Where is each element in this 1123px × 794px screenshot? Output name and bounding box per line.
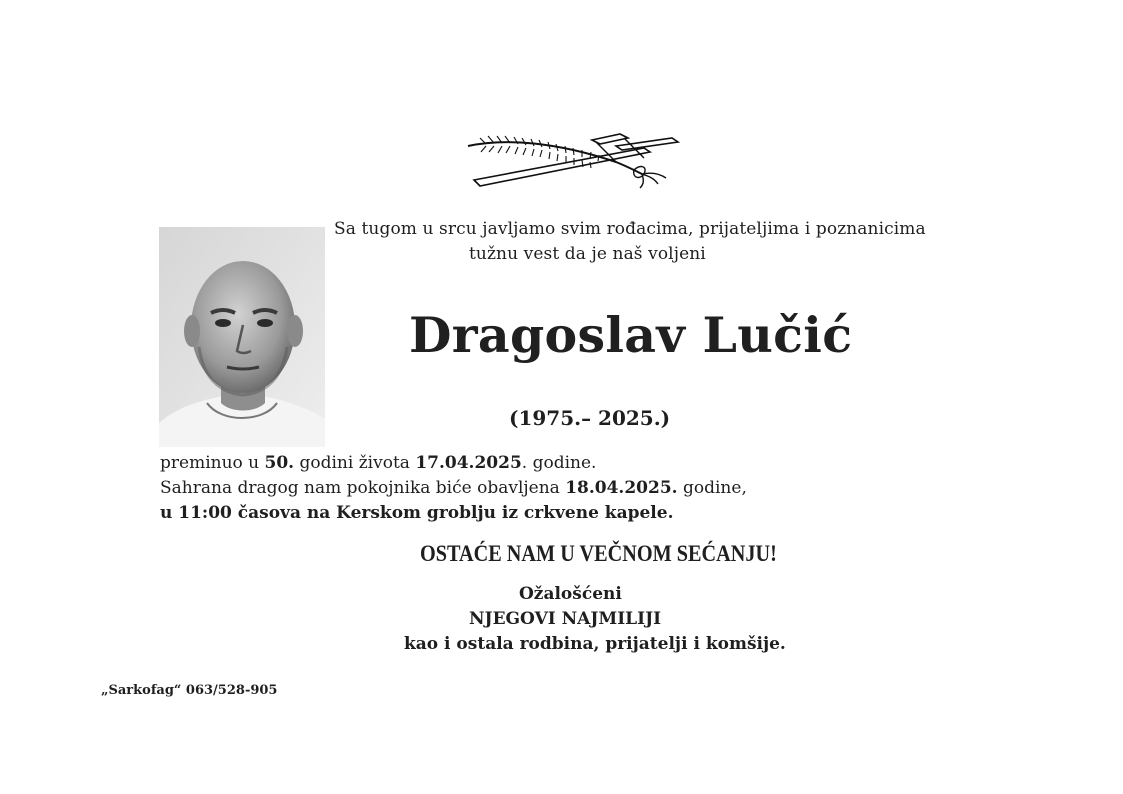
life-years: (1975.– 2025.) <box>509 406 671 430</box>
intro-line-2: tužnu vest da je naš voljeni <box>469 244 706 264</box>
details-text: . godine. <box>521 453 597 473</box>
intro-line-1: Sa tugom u srcu javljamo svim rođacima, prijateljima i poznanicima <box>334 219 926 239</box>
portrait-photo <box>159 227 325 447</box>
death-date: 17.04.2025 <box>415 453 522 473</box>
death-details-line <box>160 453 596 473</box>
funeral-details-line <box>160 478 747 498</box>
funeral-time-location: u 11:00 časova na Kerskom groblju iz crkvene kapele. <box>160 503 674 523</box>
funeral-date: 18.04.2025. <box>565 478 678 498</box>
memorial-motto: OSTAĆE NAM U VEČNOM SEĆANJU! <box>420 541 777 566</box>
details-text: godini života <box>294 453 416 473</box>
age-value: 50. <box>264 453 295 473</box>
mourners-heading: Ožalošćeni <box>519 584 622 604</box>
deceased-name: Dragoslav Lučić <box>409 306 853 364</box>
details-text: Sahrana dragog nam pokojnika biće obavljena <box>160 478 566 498</box>
funeral-home-contact: „Sarkofag“ 063/528-905 <box>101 683 278 698</box>
mourners-others: kao i ostala rodbina, prijatelji i komšije. <box>404 634 786 654</box>
details-text: godine, <box>677 478 747 498</box>
cross-with-palm-branch-icon <box>466 128 682 192</box>
details-text: preminuo u <box>160 453 265 473</box>
mourners-family: NJEGOVI NAJMILIJI <box>469 609 662 629</box>
